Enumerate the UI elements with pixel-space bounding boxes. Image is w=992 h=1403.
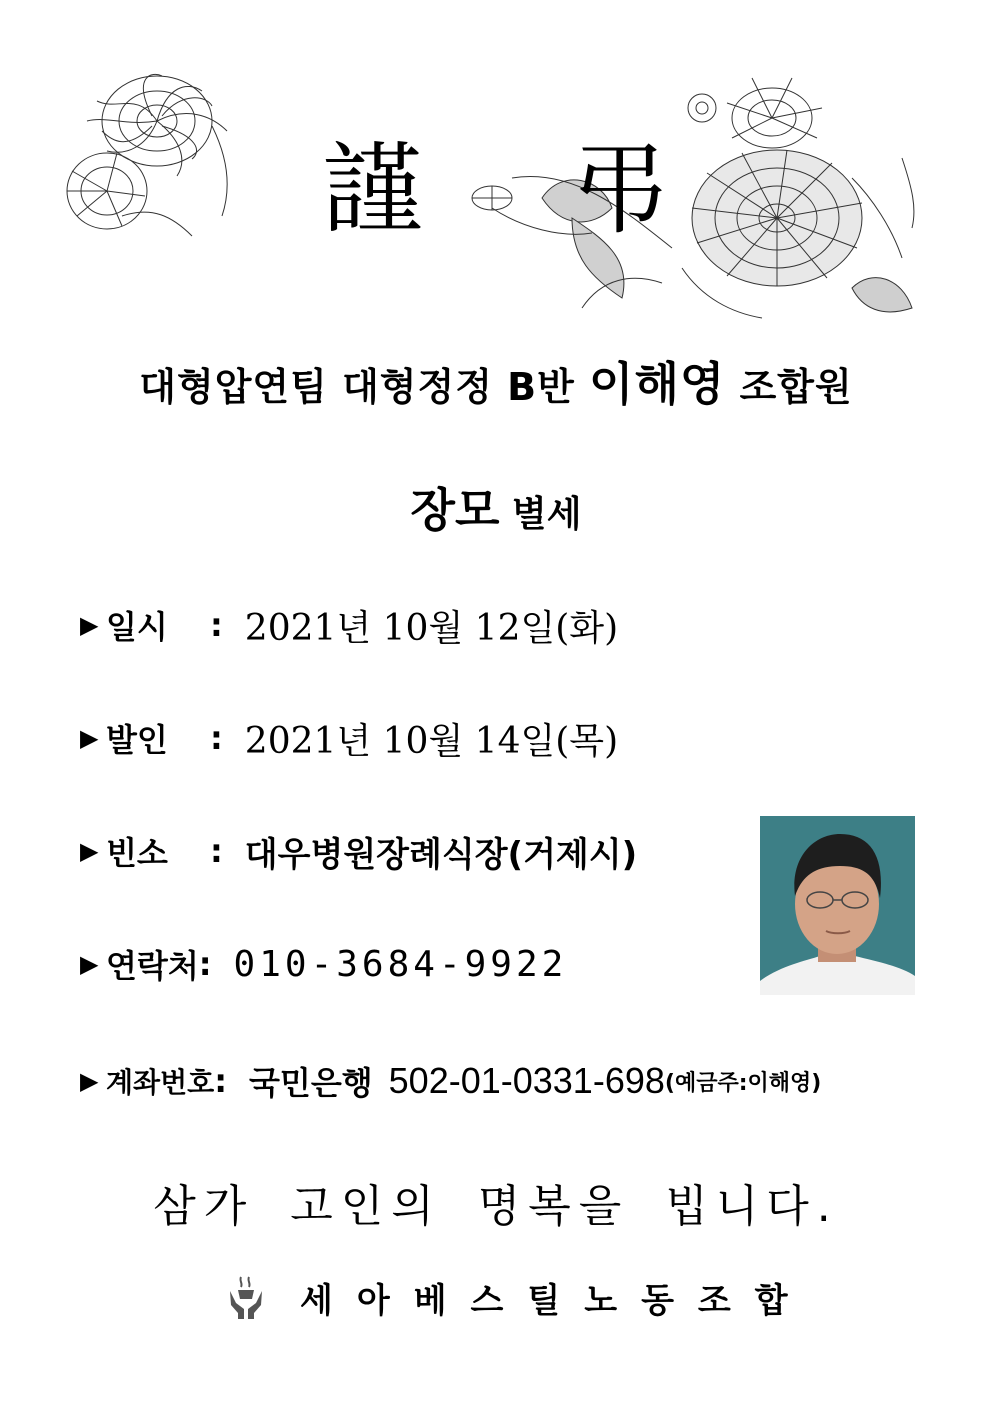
row-date [80,600,618,650]
recipient-line [0,348,992,414]
row-date-value: 2021년 10월 12일(화) [244,607,619,649]
label-colon: : [214,1062,227,1100]
label-char: 시 [136,608,168,646]
portrait-photo [760,816,915,995]
label-colon: : [198,945,212,983]
label-char: 인 [136,721,168,759]
chrysanthemum-right-illustration [432,58,918,333]
account-bank: 국민은행 [249,1064,373,1102]
label-char: 일 [106,608,137,646]
label-char: 빈 [106,834,137,872]
recipient-name: 이해영 [589,357,726,411]
triangle-bullet-icon: ▶ [80,611,99,639]
row-contact-value: 010-3684-9922 [233,943,568,985]
label-colon: : [210,606,223,644]
title-char-1: 謹 [322,131,422,248]
row-place [80,826,637,876]
triangle-bullet-icon: ▶ [80,837,99,865]
row-contact-label: 연락처 [106,947,199,985]
row-contact [80,939,567,989]
row-account [80,1056,821,1106]
label-char: 발 [106,721,137,759]
hands-holding-cup-icon [228,1273,264,1321]
recipient-prefix: 대형압연팀 대형정정 B반 [139,365,590,409]
chrysanthemum-left-illustration [62,66,252,241]
death-text: 별세 [499,494,582,535]
closing-message: 삼가 고인의 명복을 빕니다. [153,1181,839,1232]
account-number: 502-01-0331-698 [388,1060,665,1101]
label-colon: : [210,719,223,757]
row-burial [80,713,618,763]
row-burial-value: 2021년 10월 14일(목) [244,720,619,762]
title-char-2: 弔 [570,131,670,248]
row-account-label: 계좌번호 [106,1066,215,1099]
label-colon: : [210,832,223,870]
row-burial-label [106,715,210,761]
triangle-bullet-icon: ▶ [80,724,99,752]
account-holder: (예금주:이해영) [664,1070,822,1096]
union-name: 세아베스틸노동조합 [300,1280,812,1321]
row-place-label [106,828,210,874]
recipient-suffix: 조합원 [725,365,853,409]
union-signature [228,1272,812,1322]
triangle-bullet-icon: ▶ [80,1067,99,1095]
death-notice [0,474,992,540]
row-place-value: 대우병원장례식장(거제시) [244,834,638,875]
triangle-bullet-icon: ▶ [80,950,99,978]
label-char: 소 [136,834,168,872]
row-date-label [106,602,210,648]
death-relation: 장모 [410,483,500,537]
